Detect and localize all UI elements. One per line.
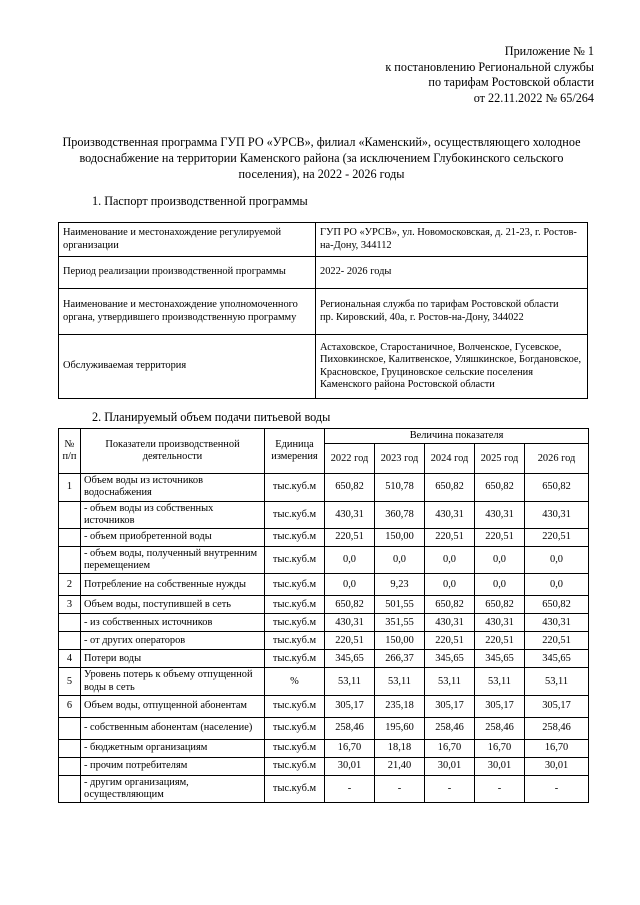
row-value: 0,0 [325,574,375,596]
row-num: 1 [59,474,81,501]
row-value: 345,65 [425,650,475,668]
row-indicator: Потребление на собственные нужды [81,574,265,596]
row-indicator: - от других операторов [81,632,265,650]
volume-body [59,474,589,803]
row-value: 650,82 [325,596,375,614]
row-num: 6 [59,695,81,717]
row-num [59,757,81,775]
table-row [59,614,589,632]
row-value: 220,51 [425,529,475,547]
header-year: 2026 год [525,444,589,474]
row-value: 235,18 [375,695,425,717]
header-indicator: Показатели производственной деятельности [81,429,265,474]
table-row [59,596,589,614]
table-row [59,289,588,335]
row-value: 16,70 [425,739,475,757]
row-value: 501,55 [375,596,425,614]
row-value: 430,31 [325,614,375,632]
row-indicator: - бюджетным организациям [81,739,265,757]
row-value: 150,00 [375,632,425,650]
row-unit: тыс.куб.м [265,574,325,596]
row-unit: тыс.куб.м [265,650,325,668]
row-value: 220,51 [475,632,525,650]
row-value: 16,70 [325,739,375,757]
row-value: 0,0 [325,547,375,574]
row-value: 0,0 [375,547,425,574]
row-num [59,739,81,757]
row-num [59,632,81,650]
row-num [59,775,81,802]
row-value: 220,51 [475,529,525,547]
row-value: 258,46 [525,717,589,739]
row-value: 650,82 [425,474,475,501]
row-value: 258,46 [425,717,475,739]
table-row [59,529,589,547]
section-heading-volume: 2. Планируемый объем подачи питьевой воды [92,410,331,424]
table-row [59,695,589,717]
row-num [59,529,81,547]
row-value: 430,31 [425,501,475,528]
row-indicator: - другим организациям, осуществляющим [81,775,265,802]
row-unit: тыс.куб.м [265,717,325,739]
row-value: 345,65 [475,650,525,668]
header-year: 2024 год [425,444,475,474]
passport-value: Астаховское, Старостаничное, Волченское, Гусевское, Пиховкинское, Калитвенское, Уляшкинское, Богдановское, Красновское, Груциновское сельские поселения Каменского района Ростовской области [316,335,588,399]
row-value: 650,82 [325,474,375,501]
table-row [59,474,589,501]
row-value: 220,51 [325,632,375,650]
header-row [59,429,589,444]
row-value: 258,46 [475,717,525,739]
table-row [59,501,589,528]
row-value: 18,18 [375,739,425,757]
row-value: 305,17 [425,695,475,717]
row-value: 195,60 [375,717,425,739]
row-value: 0,0 [425,547,475,574]
row-value: 305,17 [325,695,375,717]
row-unit: тыс.куб.м [265,695,325,717]
appendix-line: к постановлению Региональной службы [385,59,594,74]
row-value: 430,31 [525,501,589,528]
row-unit: % [265,668,325,695]
row-num: 4 [59,650,81,668]
appendix-line: по тарифам Ростовской области [428,75,594,89]
row-num [59,501,81,528]
row-indicator: - объем приобретенной воды [81,529,265,547]
passport-label: Наименование и местонахождение регулируемой организации [59,223,316,257]
row-unit: тыс.куб.м [265,529,325,547]
appendix-line: Приложение № 1 [504,44,594,58]
row-num: 3 [59,596,81,614]
passport-table [58,222,588,399]
header-year: 2025 год [475,444,525,474]
row-num: 5 [59,668,81,695]
table-row [59,574,589,596]
row-value: 650,82 [525,474,589,501]
row-unit: тыс.куб.м [265,632,325,650]
row-indicator: Уровень потерь к объему отпущенной воды в сеть [81,668,265,695]
row-value: 30,01 [475,757,525,775]
row-value: 30,01 [425,757,475,775]
row-value: 16,70 [475,739,525,757]
row-value: 9,23 [375,574,425,596]
row-value: 16,70 [525,739,589,757]
row-unit: тыс.куб.м [265,614,325,632]
row-unit: тыс.куб.м [265,757,325,775]
passport-label: Период реализации производственной программы [59,257,316,289]
row-value: 0,0 [425,574,475,596]
header-year: 2023 год [375,444,425,474]
row-value: 220,51 [525,529,589,547]
row-value: 220,51 [525,632,589,650]
row-unit: тыс.куб.м [265,547,325,574]
row-value: 30,01 [525,757,589,775]
row-indicator: - прочим потребителям [81,757,265,775]
row-indicator: - собственным абонентам (население) [81,717,265,739]
row-unit: тыс.куб.м [265,739,325,757]
section-heading-passport: 1. Паспорт производственной программы [92,194,308,208]
passport-label: Наименование и местонахождение уполномоченного органа, утвердившего производственную программу [59,289,316,335]
header-unit: Единица измерения [265,429,325,474]
row-num [59,717,81,739]
row-value: - [475,775,525,802]
table-row [59,547,589,574]
row-value: 53,11 [375,668,425,695]
header-num: № п/п [59,429,81,474]
row-value: 0,0 [525,547,589,574]
row-indicator: - объем воды из собственных источников [81,501,265,528]
row-value: 220,51 [425,632,475,650]
row-value: 430,31 [475,614,525,632]
row-unit: тыс.куб.м [265,775,325,802]
table-row [59,668,589,695]
row-value: 53,11 [425,668,475,695]
row-indicator: Потери воды [81,650,265,668]
row-value: 430,31 [325,501,375,528]
water-volume-table [58,428,589,803]
row-value: 345,65 [325,650,375,668]
row-value: 0,0 [525,574,589,596]
row-indicator: - объем воды, полученный внутренним перемещением [81,547,265,574]
table-row [59,757,589,775]
row-value: 258,46 [325,717,375,739]
row-value: 650,82 [425,596,475,614]
row-value: 0,0 [475,574,525,596]
row-value: 430,31 [475,501,525,528]
passport-value: ГУП РО «УРСВ», ул. Новомосковская, д. 21-23, г. Ростов-на-Дону, 344112 [316,223,588,257]
row-value: - [525,775,589,802]
row-value: 650,82 [475,474,525,501]
table-row [59,257,588,289]
row-value: 430,31 [525,614,589,632]
row-indicator: - из собственных источников [81,614,265,632]
row-num [59,614,81,632]
row-value: 430,31 [425,614,475,632]
row-value: 53,11 [525,668,589,695]
row-value: 30,01 [325,757,375,775]
row-unit: тыс.куб.м [265,501,325,528]
appendix-block [385,44,594,106]
row-value: - [425,775,475,802]
row-value: 345,65 [525,650,589,668]
table-row [59,775,589,802]
row-indicator: Объем воды из источников водоснабжения [81,474,265,501]
row-value: 21,40 [375,757,425,775]
row-value: 305,17 [525,695,589,717]
table-row [59,632,589,650]
row-value: 53,11 [475,668,525,695]
row-value: 220,51 [325,529,375,547]
header-year: 2022 год [325,444,375,474]
row-value: 0,0 [475,547,525,574]
table-row [59,335,588,399]
document-title: Производственная программа ГУП РО «УРСВ», филиал «Каменский», осуществляющего холодное водоснабжение на территории Каменского района (за исключением Глубокинского сельского поселения), на 2022 - 2026 годы [62,135,581,181]
row-num: 2 [59,574,81,596]
row-unit: тыс.куб.м [265,596,325,614]
passport-value: Региональная служба по тарифам Ростовской области пр. Кировский, 40а, г. Ростов-на-Дону, 344022 [316,289,588,335]
passport-label: Обслуживаемая территория [59,335,316,399]
table-row [59,739,589,757]
row-value: 305,17 [475,695,525,717]
passport-value: 2022- 2026 годы [316,257,588,289]
row-value: 53,11 [325,668,375,695]
row-value: 360,78 [375,501,425,528]
row-value: - [325,775,375,802]
table-row [59,223,588,257]
table-row [59,717,589,739]
row-value: 650,82 [525,596,589,614]
row-num [59,547,81,574]
row-value: 510,78 [375,474,425,501]
row-value: - [375,775,425,802]
row-value: 351,55 [375,614,425,632]
row-value: 266,37 [375,650,425,668]
row-value: 150,00 [375,529,425,547]
row-value: 650,82 [475,596,525,614]
table-row [59,650,589,668]
row-indicator: Объем воды, поступившей в сеть [81,596,265,614]
appendix-line: от 22.11.2022 № 65/264 [473,90,594,105]
row-indicator: Объем воды, отпущенной абонентам [81,695,265,717]
header-value: Величина показателя [325,429,589,444]
row-unit: тыс.куб.м [265,474,325,501]
